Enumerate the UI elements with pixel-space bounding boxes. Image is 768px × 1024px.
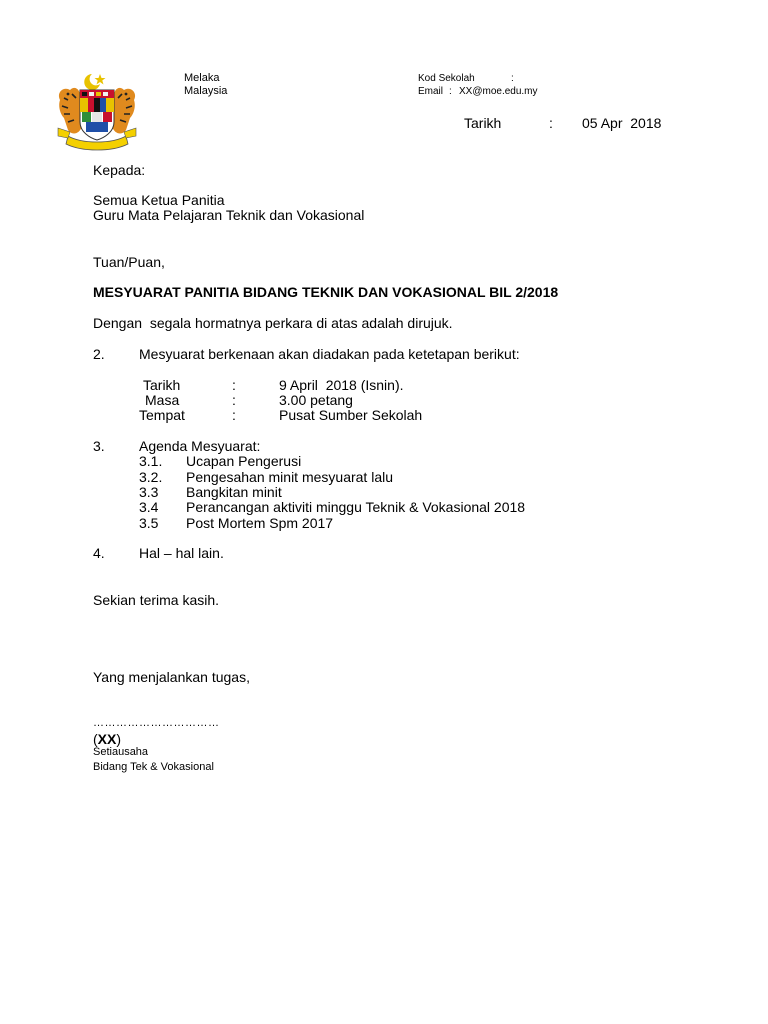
recipient-line-1: Semua Ketua Panitia [93,192,225,208]
salutation: Tuan/Puan, [93,254,165,270]
signoff-text: Yang menjalankan tugas, [93,669,250,685]
agenda-number: 3.4 [139,499,159,515]
email-separator: : [449,86,452,97]
detail-value-tempat: Pusat Sumber Sekolah [279,407,423,423]
address-line-city: Melaka [184,72,220,84]
date-label: Tarikh [464,115,502,131]
detail-separator: : [232,377,236,393]
coat-of-arms-logo [54,70,140,154]
intro-paragraph: Dengan segala hormatnya perkara di atas adalah dirujuk. [93,315,453,331]
agenda-item: Bangkitan minit [186,484,282,500]
item-3-number: 3. [93,438,105,454]
item-2-text: Mesyuarat berkenaan akan diadakan pada ketetapan berikut: [139,346,520,362]
detail-label-tempat: Tempat [139,407,185,423]
signatory-title: Setiausaha [93,746,149,758]
detail-label-tarikh: Tarikh [143,377,181,393]
agenda-item: Pengesahan minit mesyuarat lalu [186,469,394,485]
paren-close: ) [116,731,122,747]
paren-open: ( [93,731,98,747]
agenda-item: Ucapan Pengerusi [186,453,302,469]
item-2-number: 2. [93,346,105,362]
kod-sekolah-label: Kod Sekolah [418,73,475,84]
detail-value-masa: 3.00 petang [279,392,353,408]
signature-line: …………………………… [93,717,220,729]
kod-sekolah-separator: : [511,73,514,84]
address-line-country: Malaysia [184,85,228,97]
agenda-item: Post Mortem Spm 2017 [186,515,334,531]
date-value: 05 Apr 2018 [582,115,662,131]
item-3-text: Agenda Mesyuarat: [139,438,261,454]
detail-label-masa: Masa [145,392,180,408]
agenda-item: Perancangan aktiviti minggu Teknik & Vokasional 2018 [186,499,526,515]
date-separator: : [549,115,553,131]
signatory-unit: Bidang Tek & Vokasional [93,761,214,773]
agenda-number: 3.3 [139,484,159,500]
detail-separator: : [232,407,236,423]
signatory-name: XX [97,731,117,747]
item-4-text: Hal – hal lain. [139,545,224,561]
detail-separator: : [232,392,236,408]
agenda-number: 3.5 [139,515,159,531]
item-4-number: 4. [93,545,105,561]
agenda-number: 3.1. [139,453,163,469]
email-label: Email [418,86,444,97]
detail-value-tarikh: 9 April 2018 (Isnin). [279,377,404,393]
agenda-number: 3.2. [139,469,163,485]
recipient-kepada: Kepada: [93,162,146,178]
signature-name [93,731,121,747]
recipient-line-2: Guru Mata Pelajaran Teknik dan Vokasional [93,207,365,223]
closing-text: Sekian terima kasih. [93,592,220,608]
letter-subject: MESYUARAT PANITIA BIDANG TEKNIK DAN VOKASIONAL BIL 2/2018 [93,284,559,300]
email-value[interactable]: XX@moe.edu.my [459,86,538,97]
